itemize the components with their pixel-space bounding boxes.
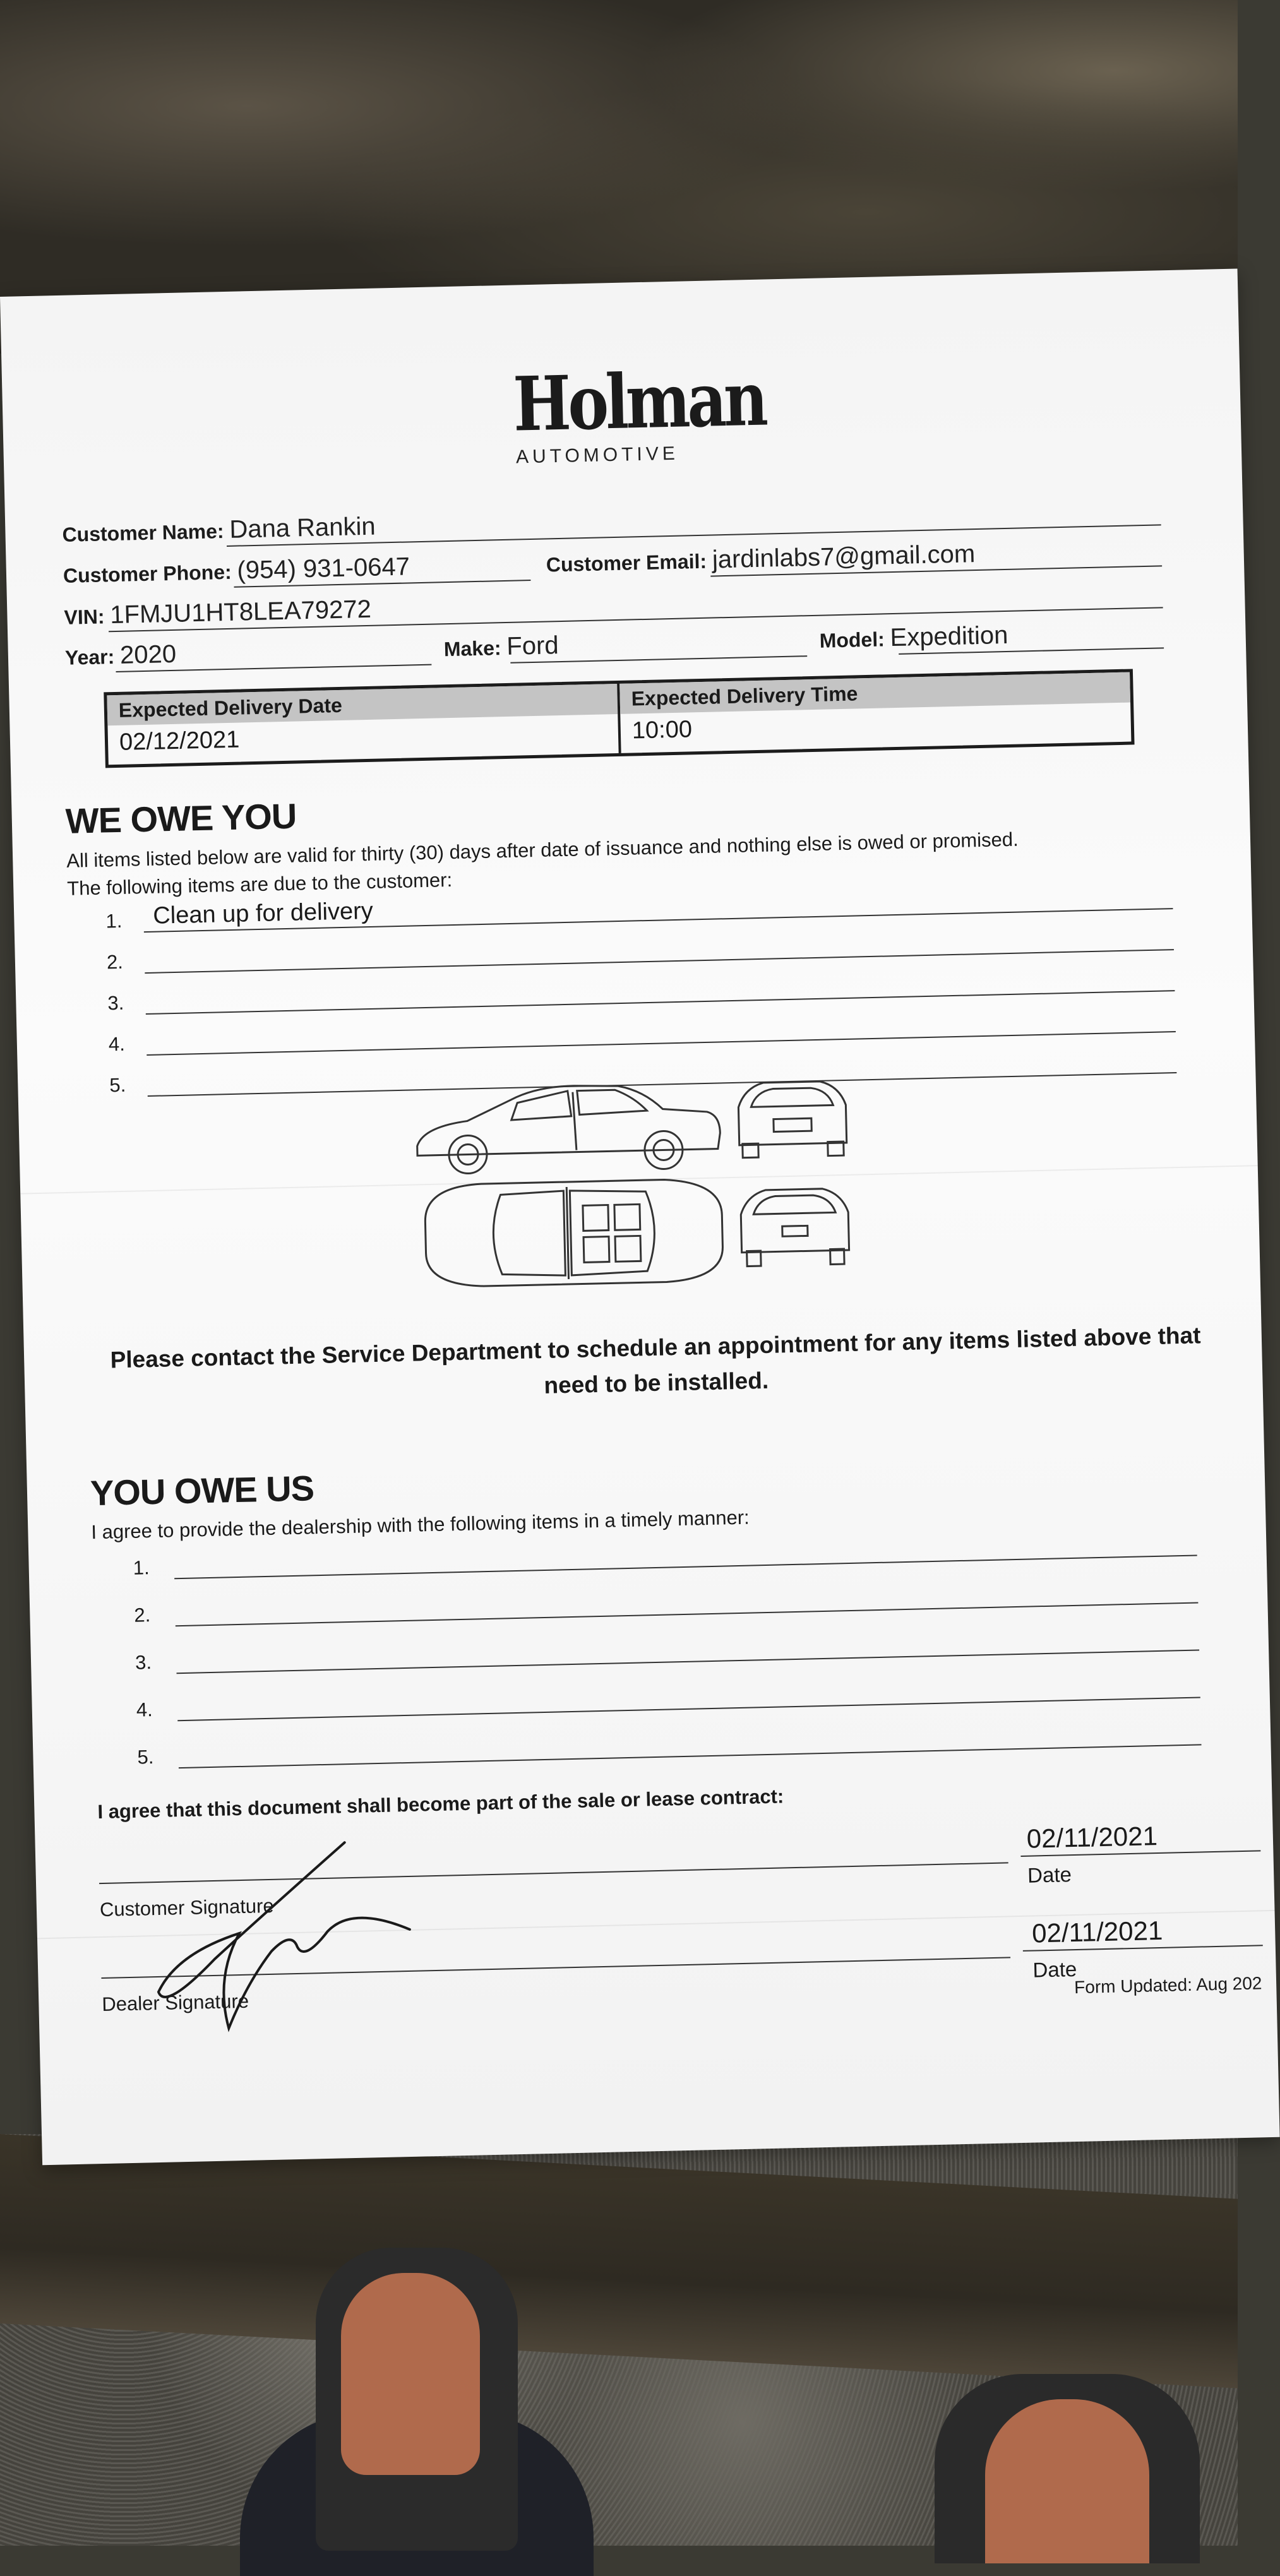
delivery-time-value: 10:00 (631, 716, 693, 744)
car-rear-view (740, 1188, 849, 1267)
dealer-signature-date: 02/11/2021 (1031, 1915, 1163, 1948)
we-owe-heading: WE OWE YOU (65, 796, 297, 841)
item-underline (146, 990, 1175, 1015)
item-number: 1. (105, 909, 123, 933)
delivery-date-label: Expected Delivery Date (107, 684, 618, 725)
make-value: Ford (506, 631, 559, 660)
model-row (819, 621, 1008, 654)
you-owe-intro: I agree to provide the dealership with the following items in a timely manner: (91, 1506, 750, 1544)
you-owe-heading: YOU OWE US (90, 1468, 314, 1513)
we-owe-note: All items listed below are valid for thirty (30) days after date of issuance and nothing else is owed or promised. (66, 828, 1019, 872)
item-underline (174, 1555, 1197, 1580)
delivery-box (104, 669, 1134, 768)
year-value: 2020 (119, 640, 177, 669)
customer-phone-value: (954) 931-0647 (237, 552, 410, 585)
item-number: 3. (135, 1651, 152, 1674)
dealer-date-label: Date (1032, 1957, 1077, 1982)
item-underline (176, 1602, 1199, 1626)
car-top-view (424, 1178, 724, 1287)
item-underline (145, 949, 1174, 974)
customer-signature-date: 02/11/2021 (1026, 1821, 1158, 1854)
item-number: 4. (108, 1032, 126, 1056)
customer-name-label: Customer Name: (62, 520, 224, 546)
year-label: Year: (64, 645, 115, 669)
model-label: Model: (819, 628, 885, 652)
year-row (64, 640, 176, 671)
customer-signature-label: Customer Signature (99, 1894, 275, 1921)
item-underline (177, 1649, 1200, 1674)
model-value: Expedition (890, 621, 1008, 652)
left-leg (341, 2273, 480, 2475)
delivery-date-value: 02/12/2021 (119, 726, 240, 756)
we-owe-intro: The following items are due to the customer: (66, 868, 453, 900)
customer-email-row (546, 540, 975, 578)
agreement-text: I agree that this document shall become part of the sale or lease contract: (97, 1785, 784, 1823)
customer-date-label: Date (1027, 1863, 1072, 1887)
delivery-time-label: Expected Delivery Time (619, 672, 1130, 714)
item-underline (177, 1696, 1200, 1721)
service-note: Please contact the Service Department to schedule an appointment for any items listed above that need to be installed. (110, 1322, 1201, 1398)
vehicle-diagram (409, 1066, 869, 1304)
logo-subtitle: AUTOMOTIVE (515, 443, 679, 468)
item-number: 4. (136, 1698, 153, 1721)
item-number: 2. (106, 950, 124, 974)
dealer-signature-label: Dealer Signature (102, 1989, 249, 2016)
item-number: 1. (133, 1556, 150, 1579)
item-number: 5. (137, 1746, 154, 1768)
item-number: 2. (134, 1604, 151, 1626)
customer-name-value: Dana Rankin (229, 512, 376, 544)
vin-row (64, 595, 371, 631)
customer-phone-label: Customer Phone: (63, 560, 232, 587)
car-side-view (416, 1082, 721, 1174)
we-owe-form (0, 269, 1280, 2166)
make-label: Make: (443, 636, 501, 661)
car-front-view (738, 1081, 847, 1158)
item-underline (147, 1031, 1176, 1056)
right-leg (985, 2399, 1149, 2563)
holman-logo (494, 354, 766, 468)
item-underline (179, 1744, 1202, 1768)
item-number: 3. (107, 991, 124, 1015)
logo-wordmark: Holman (512, 354, 766, 448)
customer-email-value: jardinlabs7@gmail.com (712, 540, 976, 574)
vin-label: VIN: (64, 605, 105, 629)
item-number: 5. (109, 1073, 126, 1097)
handwritten-signature (136, 1834, 431, 2036)
delivery-date-cell (107, 684, 618, 765)
make-row (443, 631, 559, 662)
form-updated-text: Form Updated: Aug 202 (1074, 1973, 1262, 1998)
item-value: Clean up for delivery (152, 897, 374, 929)
delivery-time-cell (617, 672, 1131, 753)
vin-value: 1FMJU1HT8LEA79272 (109, 595, 372, 629)
customer-email-label: Customer Email: (546, 549, 707, 576)
